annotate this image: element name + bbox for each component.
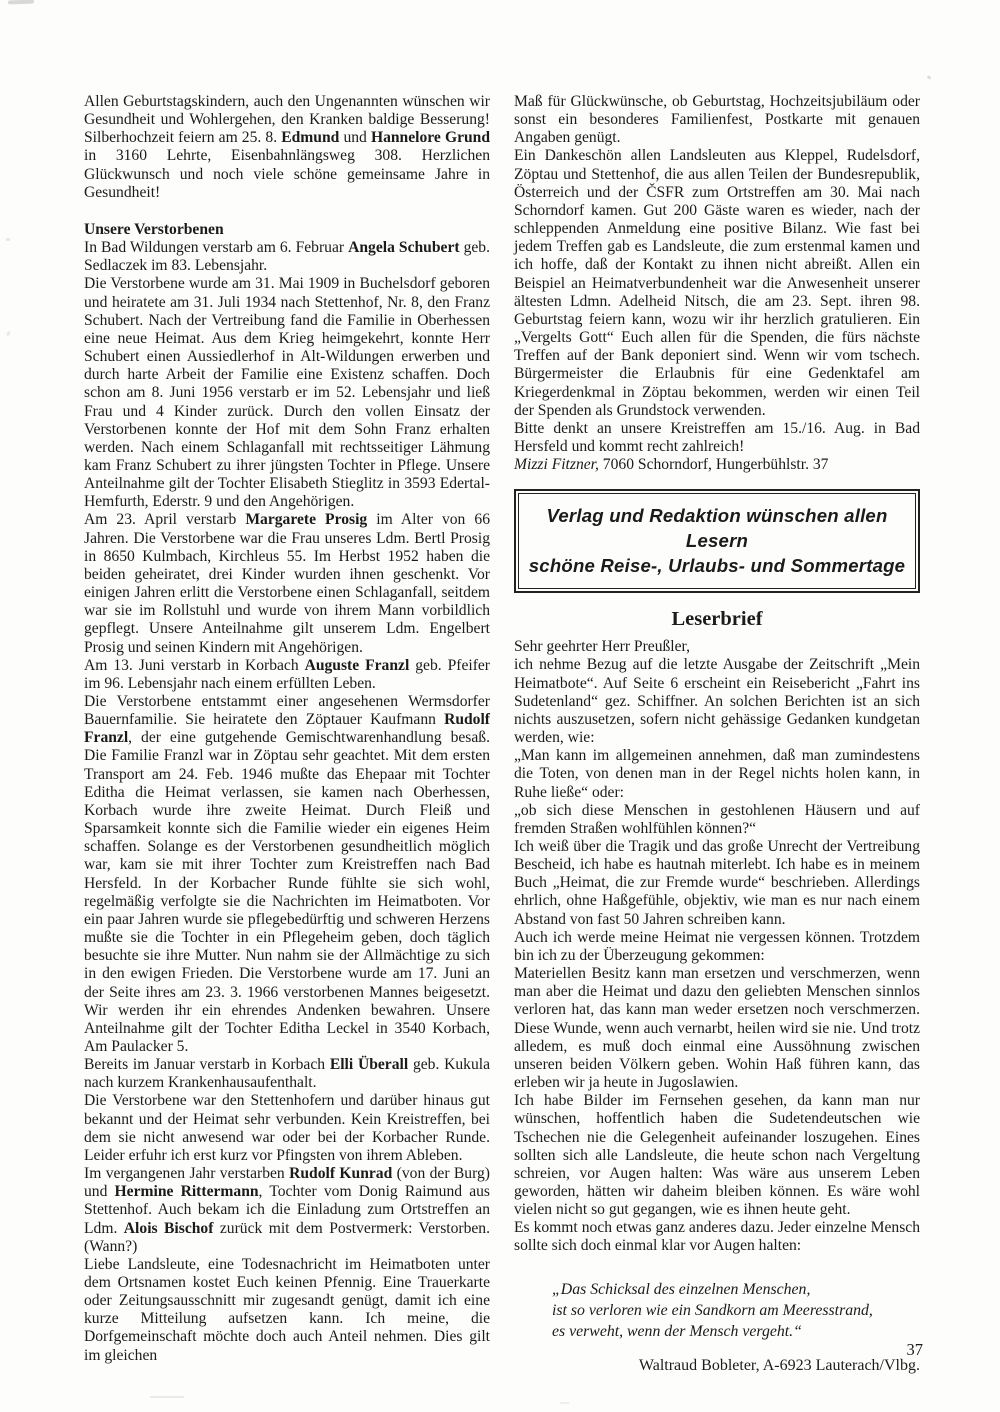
text-run: im Alter von 66 Jahren. Die Verstorbene war die Frau unseres Ldm. Bertl Prosig in 8650 Kulmbach, Kirchleus 55. Im Herbst 1952 haben die beiden geheiratet, drei Kinder wurden ihnen geschenkt. Vor einigen Jahren erlitt die Verstorbene einen Schlaganfall, seitdem war sie im Rollstuhl und wurde von ihrem Mann vorbildlich gepflegt. Unsere Anteilnahme gilt unserem Ldm. Engelbert Prosig und seinen Kindern mit Angehörigen. [84,511,490,656]
text-run: (von der Burg) und [84,1165,490,1201]
paragraph [514,929,920,965]
text-run: Auguste Franzl [304,656,410,674]
paragraph [514,747,920,801]
letter-signature: Waltraud Bobleter, A-6923 Lauterach/Vlbg. [638,1356,920,1374]
text-run: Alois Bischof [123,1219,214,1237]
paragraph [84,1056,490,1092]
paragraph [514,420,920,456]
text-run: „Man kann im allgemeinen annehmen, daß man zumindestens die Toten, von denen man in der Regel nichts holen kann, in Ruhe ließe“ oder: [514,747,920,801]
text-run: Hermine Rittermann [114,1183,259,1201]
text-run: geb. Sedlaczek im 83. Lebensjahr. [84,239,490,275]
column-right [514,93,920,1375]
text-run: Edmund [281,129,340,147]
text-run: „ob sich diese Menschen in gestohlenen Häusern und auf fremden Straßen wohlfühlen können?“ [514,801,920,837]
paragraph [514,838,920,929]
quote-line-3: es verweht, wenn der Mensch vergeht.“ [552,1322,802,1340]
text-run: Bitte denkt an unsere Kreistreffen am 15./16. Aug. in Bad Hersfeld und kommt recht zahlreich! [514,419,920,455]
paragraph [84,239,490,275]
text-run: Rudolf Kunrad [289,1165,393,1183]
scan-artifact [6,238,10,241]
text-run: In Bad Wildungen verstarb am 6. Februar [84,239,349,257]
text-run: Ich weiß über die Tragik und das große Unrecht der Vertreibung Bescheid, ich habe es hautnah miterlebt. Ich habe es in meinem Buch „Heimat, die zur Fremde wurde“ beschrieben. Allerdings ehrlich, ohne Haßgefühle, objektiv, wie man es nur nach einem Abstand von fast 50 Jahren schreiben kann. [514,838,920,928]
paragraph [84,1092,490,1165]
text-run: Liebe Landsleute, eine Todesnachricht im Heimatboten unter dem Ortsnamen kostet Euch keinen Pfennig. Eine Trauerkarte oder Zeitungsausschnitt mir zugesandt genügt, damit ich eine kurze Mitteilung aufsetzen kann. Ich meine, die Dorfgemeinschaft möchte doch auch Anteil nehmen. Dies gilt im gleichen [84,1255,490,1364]
notice-box-text [518,493,916,589]
column-left [84,93,490,1375]
text-run: zurück mit dem Postvermerk: Verstorben. (Wann?) [84,1219,491,1255]
paragraph [514,147,920,419]
text-run: Angela Schubert [348,239,460,257]
text-run: Ich habe Bilder im Fernsehen gesehen, da kann man nur wünschen, hoffentlich haben die Sudetendeutschen wie Tschechen nie die Gelegenheit aufeinander loszugehen. Eines sollten sich alle Landsleute, die heute schon nach Vergeltung schreien, vor Augen halten: Was wäre aus unserem Leben geworden, hätten wir daheim bleiben können. Es wäre wohl vielen nicht so gut gegangen, wie es ihnen heute geht. [514,1092,920,1219]
notice-box [514,489,920,593]
letter-quote [552,1279,920,1342]
text-run: Elli Überall [329,1056,409,1074]
paragraph [84,657,490,693]
two-column-layout [84,93,920,1375]
text-run: geb. Pfeifer im 96. Lebensjahr nach einem erfüllten Leben. [84,656,491,692]
text-run: Maß für Glückwünsche, ob Geburtstag, Hochzeitsjubiläum oder sonst ein besonderes Familienfest, Postkarte mit genauen Angaben genügt. [514,93,920,147]
paragraph [84,511,490,656]
text-run: Allen Geburtstagskindern, auch den Ungenannten wünschen wir Gesundheit und Wohlergehen, den Kranken baldige Besserung! Silberhochzeit feiern am 25. 8. [84,93,490,147]
scan-artifact [6,331,11,337]
text-run: Die Verstorbene war den Stettenhofern und darüber hinaus gut bekannt und der Heimat sehr verbunden. Kein Kreistreffen, bei dem sie nicht anwesend war oder bei der Korbacher Runde. Leider erfuhr ich erst kurz vor Pfingsten von ihrem Ableben. [84,1092,490,1164]
text-run: in 3160 Lehrte, Eisenbahnlängsweg 308. Herzlichen Glückwunsch und noch viele schöne gemeinsame Jahre in Gesundheit! [84,147,490,201]
letter-section-heading: Leserbrief [671,608,763,631]
text-run: Ein Dankeschön allen Landsleuten aus Kleppel, Rudelsdorf, Zöptau und Stettenhof, die aus allen Teilen der Bundesrepublik, Österreich und der ČSFR zum Ortstreffen am 30. Mai nach Schorndorf kamen. Gut 200 Gäste waren es wieder, nach der schleppenden Anmeldung eine positive Bilanz. Wie fast bei jedem Treffen gab es Landsleute, die zum erstenmal kamen und ich hoffe, daß der Kontakt zu ihnen nicht abreißt. Allen ein Beispiel an Heimatverbundenheit war die Anwesenheit unserer ältesten Ldmn. Adelheid Nitsch, die am 23. Sept. ihren 98. Geburtstag feiern kann, wozu wir ihr herzlich gratulieren. Ein „Vergelts Gott“ Euch allen für die Spenden, die fürs nächste Treffen auf der Bank deponiert sind. Wenn wir vom tschech. Bürgermeister die Erlaubnis für eine Gedenktafel am Kriegerdenkmal in Zöptau bekommen, werden wir einen Teil der Spenden als Grundstock verwenden. [514,147,920,419]
text-run: Rudolf Franzl [84,711,490,747]
text-run: , Tochter vom Donig Raimund aus Stettenhof. Auch bekam ich die Einladung zum Ortstreffen an Ldm. [84,1183,490,1237]
text-run: Sehr geehrter Herr Preußler, [514,638,691,656]
text-run: Margarete Prosig [245,511,368,529]
paragraph [514,456,920,474]
paragraph [514,802,920,838]
notice-box-line-2: schöne Reise-, Urlaubs- und Sommertage [528,555,906,577]
quote-line-2: ist so verloren wie ein Sandkorn am Meeresstrand, [552,1301,873,1319]
paragraph [514,1092,920,1219]
text-run: Es kommt noch etwas ganz anderes dazu. Jeder einzelne Mensch sollte sich doch einmal klar vor Augen halten: [514,1219,920,1255]
text-run: Die Verstorbene entstammt einer angesehenen Wermsdorfer Bauernfamilie. Sie heiratete den Zöptauer Kaufmann [84,693,490,729]
text-run: 7060 Schorndorf, Hungerbühlstr. 37 [598,456,829,474]
paragraph [514,965,920,1092]
text-run: Bereits im Januar verstarb in Korbach [84,1056,330,1074]
text-run: ich nehme Bezug auf die letzte Ausgabe der Zeitschrift „Mein Heimatbote“. Auf Seite 6 erscheint ein Reisebericht „Fahrt ins Sudetenland“ gez. Schiffner. An solchen Berichten ist an sich nichts auszusetzen, sofern nicht gehässige Gedanken kundgetan werden, wie: [514,656,920,747]
text-run: Hannelore Grund [370,129,491,147]
paragraph [84,1165,490,1256]
text-run: und [339,129,371,147]
text-run: Im vergangenen Jahr verstarben [84,1165,290,1183]
scan-artifact [8,0,34,4]
paragraph [514,656,920,747]
scan-artifact [927,75,932,80]
text-run: Materiellen Besitz kann man ersetzen und verschmerzen, wenn man aber die Heimat und dazu den geliebten Menschen sinnlos verloren hat, das kann man weder ersetzen noch verschmerzen. Diese Wunde, wenn auch vernarbt, heilen wird sie nie. Und trotz alledem, es muß doch einmal eine Aussöhnung zwischen unseren beiden Völkern geben. Wohin Haß führen kann, das erleben wir ja heute in Jugoslawien. [514,965,920,1092]
page-number: 37 [906,1340,923,1359]
text-run: Die Verstorbene wurde am 31. Mai 1909 in Buchelsdorf geboren und heiratete am 31. Juli 1934 nach Stettenhof, Nr. 8, den Franz Schubert. Nach der Vertreibung fand die Familie in Oberhessen eine neue Heimat. Aus dem Krieg heimgekehrt, konnte Herr Schubert einen Aussiedlerhof in Alt-Wildungen erwerben und durch harte Arbeit der Familie eine Existenz schaffen. Doch schon am 8. Juni 1956 verstarb er im 52. Lebensjahr und ließ Frau und 4 Kinder zurück. Durch den vollen Einsatz der Verstorbenen konnte der Hof mit dem Sohn Franz erhalten werden. Nach einem Schlaganfall mit rechtsseitiger Lähmung kam Franz Schubert zu ihrer jüngsten Tochter in Pflege. Unsere Anteilnahme gilt der Tochter Elisabeth Stieglitz in 3593 Edertal-Hemfurth, Ederstr. 9 und den Angehörigen. [84,275,490,511]
text-run: Unsere Verstorbenen [84,220,224,238]
text-run: geb. Kukula nach kurzem Krankenhausaufenthalt. [84,1056,490,1092]
section-heading [84,221,490,239]
quote-line-1: „Das Schicksal des einzelnen Menschen, [552,1280,811,1298]
paragraph [514,1219,920,1255]
letter-body [514,638,920,1255]
paragraph [514,93,920,147]
text-run: Am 23. April verstarb [84,511,246,529]
text-run: , der eine gutgehende Gemischtwarenhandlung besaß. Die Familie Franzl war in Zöptau sehr geachtet. Mit dem ersten Transport am 24. Feb. 1946 mußte das Ehepaar mit Tochter Editha die Heimat verlassen, sie kamen nach Oberhessen, Korbach wurde ihre zweite Heimat. Durch Fleiß und Sparsamkeit konnte sich die Familie wieder ein eigenes Heim schaffen. Solange es der Verstorbenen gesundheitlich möglich war, kam sie mit ihrer Tochter zum Kreistreffen nach Bad Hersfeld. In der Korbacher Runde fühlte sie sich wohl, regelmäßig verfolgte sie die Nachrichten im Heimatboten. Vor ein paar Jahren wurde sie pflegebedürftig und schweren Herzens mußte sie die Tochter in ein Pflegeheim geben, doch täglich besuchte sie ihre Mutter. Nun nahm sie der Allmächtige zu sich in den ewigen Frieden. Die Verstorbene wurde am 17. Juni an der Seite ihres am 23. 3. 1966 verstorbenen Mannes beigesetzt. Wir werden ihr ein ehrendes Andenken bewahren. Unsere Anteilnahme gilt der Tochter Editha Leckel in 3540 Korbach, Am Paulacker 5. [84,729,490,1055]
paragraph [84,1256,490,1365]
text-run: Mizzi Fitzner, [514,456,599,474]
scan-artifact [150,1396,184,1398]
notice-box-line-1: Verlag und Redaktion wünschen allen Lesern [546,505,888,552]
paragraph [84,275,490,511]
paragraph [84,693,490,1056]
column-right-top-text [514,93,920,474]
scan-artifact [560,1402,569,1404]
text-run: Auch ich werde meine Heimat nie vergessen können. Trotzdem bin ich zu der Überzeugung gekommen: [514,928,920,964]
text-run: Am 13. Juni verstarb in Korbach [84,656,305,674]
paragraph [514,638,920,656]
paragraph [84,93,490,202]
